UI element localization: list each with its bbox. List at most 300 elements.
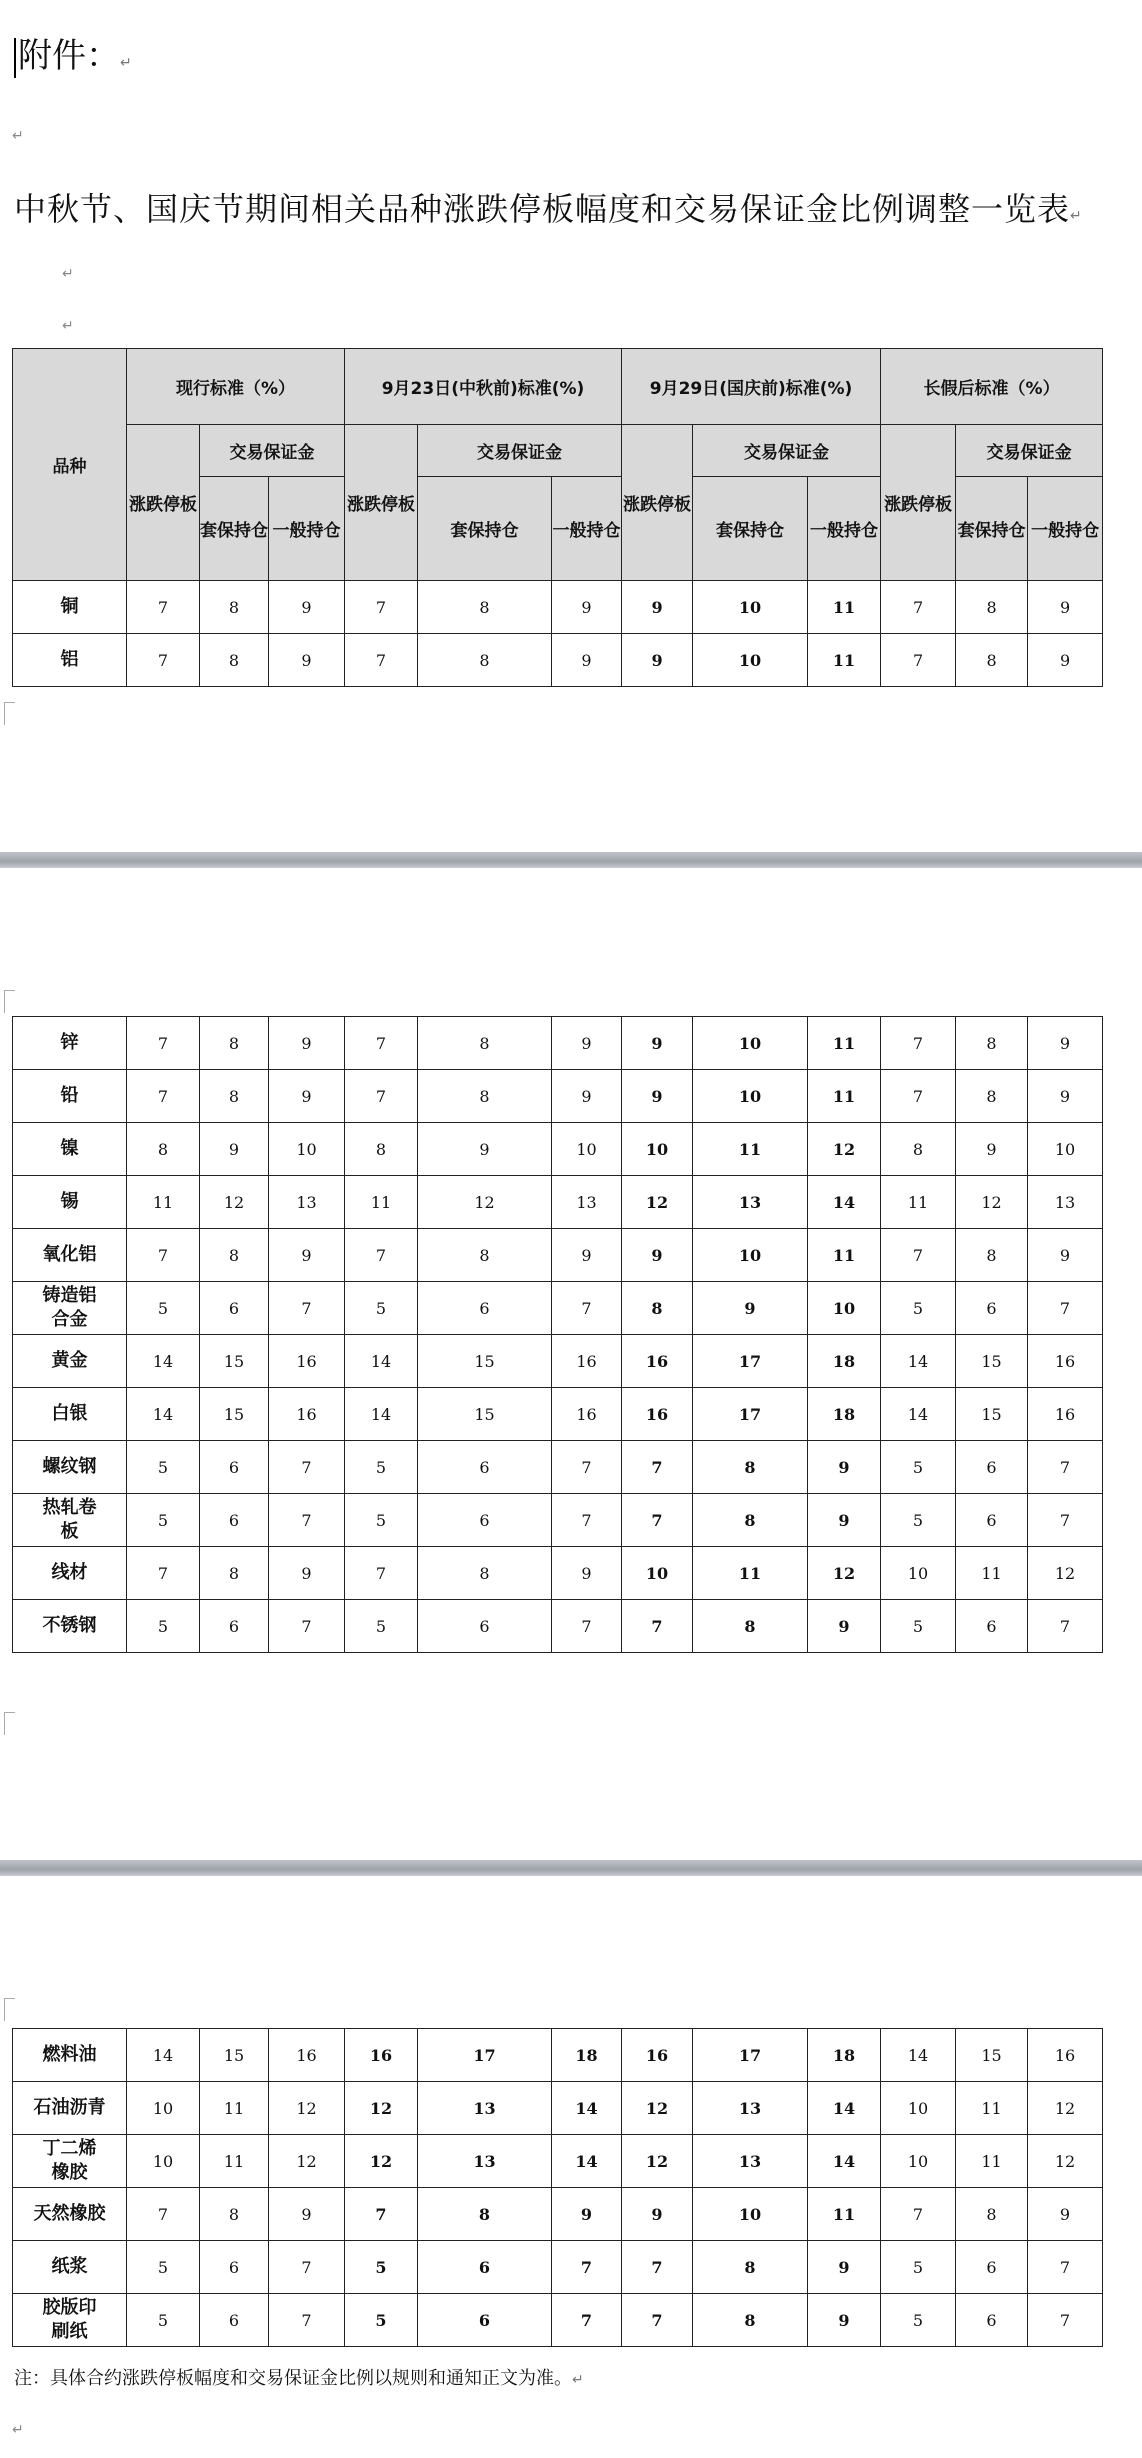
value-cell: 6 xyxy=(200,1441,269,1494)
value-cell: 16 xyxy=(1028,1335,1103,1388)
value-cell: 8 xyxy=(693,1441,808,1494)
value-cell: 9 xyxy=(1028,2188,1103,2241)
product-name: 铜 xyxy=(13,581,127,634)
value-cell: 16 xyxy=(552,1335,622,1388)
table-row xyxy=(13,2294,1103,2347)
page-break xyxy=(0,1860,1142,1876)
value-cell: 7 xyxy=(881,1229,956,1282)
page-corner-mark xyxy=(4,990,15,1013)
value-cell: 8 xyxy=(693,1494,808,1547)
value-cell: 12 xyxy=(200,1176,269,1229)
table-row xyxy=(13,2241,1103,2294)
value-cell: 7 xyxy=(622,1600,693,1653)
value-cell: 7 xyxy=(622,2294,693,2347)
product-name: 锌 xyxy=(13,1017,127,1070)
value-cell: 5 xyxy=(881,1494,956,1547)
value-cell: 6 xyxy=(956,1282,1028,1335)
value-cell: 6 xyxy=(200,1494,269,1547)
value-cell: 11 xyxy=(956,2135,1028,2188)
value-cell: 13 xyxy=(552,1176,622,1229)
value-cell: 8 xyxy=(418,634,552,687)
value-cell: 8 xyxy=(200,1017,269,1070)
value-cell: 8 xyxy=(418,2188,552,2241)
value-cell: 9 xyxy=(552,1229,622,1282)
header-hedge: 套保持仓 xyxy=(418,477,552,581)
value-cell: 10 xyxy=(693,1229,808,1282)
value-cell: 6 xyxy=(956,1600,1028,1653)
value-cell: 7 xyxy=(127,1547,200,1600)
value-cell: 9 xyxy=(622,2188,693,2241)
value-cell: 5 xyxy=(881,1441,956,1494)
value-cell: 12 xyxy=(622,1176,693,1229)
value-cell: 9 xyxy=(622,1070,693,1123)
value-cell: 9 xyxy=(552,2188,622,2241)
value-cell: 7 xyxy=(345,2188,418,2241)
table-row xyxy=(13,2082,1103,2135)
value-cell: 9 xyxy=(552,634,622,687)
value-cell: 11 xyxy=(345,1176,418,1229)
value-cell: 9 xyxy=(200,1123,269,1176)
product-name: 热轧卷板 xyxy=(13,1494,127,1547)
header-general: 一般持仓 xyxy=(808,477,881,581)
value-cell: 7 xyxy=(1028,1600,1103,1653)
value-cell: 15 xyxy=(956,1335,1028,1388)
value-cell: 6 xyxy=(956,2241,1028,2294)
value-cell: 7 xyxy=(1028,1282,1103,1335)
value-cell: 7 xyxy=(269,1441,345,1494)
value-cell: 8 xyxy=(200,1229,269,1282)
table-row xyxy=(13,1123,1103,1176)
value-cell: 7 xyxy=(552,2241,622,2294)
value-cell: 8 xyxy=(418,1070,552,1123)
value-cell: 5 xyxy=(345,1282,418,1335)
value-cell: 13 xyxy=(269,1176,345,1229)
value-cell: 11 xyxy=(808,634,881,687)
table-row xyxy=(13,1282,1103,1335)
value-cell: 13 xyxy=(418,2082,552,2135)
value-cell: 15 xyxy=(200,1388,269,1441)
table-row xyxy=(13,1070,1103,1123)
header-group-sep23: 9月23日(中秋前)标准(%) xyxy=(345,349,622,425)
value-cell: 9 xyxy=(808,2294,881,2347)
value-cell: 7 xyxy=(881,1017,956,1070)
value-cell: 10 xyxy=(693,2188,808,2241)
value-cell: 11 xyxy=(200,2135,269,2188)
value-cell: 8 xyxy=(345,1123,418,1176)
value-cell: 9 xyxy=(808,1494,881,1547)
value-cell: 7 xyxy=(269,2294,345,2347)
value-cell: 14 xyxy=(808,1176,881,1229)
paragraph-mark: ↵ xyxy=(62,318,74,334)
value-cell: 12 xyxy=(808,1123,881,1176)
value-cell: 7 xyxy=(881,634,956,687)
value-cell: 7 xyxy=(269,1494,345,1547)
value-cell: 10 xyxy=(127,2135,200,2188)
value-cell: 9 xyxy=(808,1441,881,1494)
value-cell: 11 xyxy=(808,2188,881,2241)
header-general: 一般持仓 xyxy=(552,477,622,581)
value-cell: 9 xyxy=(622,1229,693,1282)
value-cell: 7 xyxy=(269,1282,345,1335)
product-name: 白银 xyxy=(13,1388,127,1441)
header-product: 品种 xyxy=(13,349,127,581)
value-cell: 15 xyxy=(418,1335,552,1388)
header-general: 一般持仓 xyxy=(269,477,345,581)
value-cell: 6 xyxy=(418,1494,552,1547)
product-name: 线材 xyxy=(13,1547,127,1600)
product-name: 黄金 xyxy=(13,1335,127,1388)
value-cell: 5 xyxy=(345,1600,418,1653)
value-cell: 7 xyxy=(552,1441,622,1494)
value-cell: 8 xyxy=(693,2241,808,2294)
value-cell: 9 xyxy=(1028,581,1103,634)
attachment-label: 附件：↵ xyxy=(14,28,132,78)
value-cell: 9 xyxy=(269,2188,345,2241)
header-hedge: 套保持仓 xyxy=(693,477,808,581)
text-cursor xyxy=(14,38,16,78)
product-name: 天然橡胶 xyxy=(13,2188,127,2241)
value-cell: 12 xyxy=(418,1176,552,1229)
value-cell: 11 xyxy=(693,1123,808,1176)
value-cell: 6 xyxy=(418,1282,552,1335)
table-row xyxy=(13,581,1103,634)
value-cell: 9 xyxy=(269,634,345,687)
table-row xyxy=(13,1229,1103,1282)
value-cell: 7 xyxy=(552,1494,622,1547)
value-cell: 10 xyxy=(693,581,808,634)
product-name: 螺纹钢 xyxy=(13,1441,127,1494)
value-cell: 16 xyxy=(269,2029,345,2082)
product-name: 石油沥青 xyxy=(13,2082,127,2135)
value-cell: 8 xyxy=(956,2188,1028,2241)
value-cell: 10 xyxy=(552,1123,622,1176)
value-cell: 5 xyxy=(881,1600,956,1653)
page-corner-mark xyxy=(4,702,15,725)
value-cell: 14 xyxy=(808,2135,881,2188)
value-cell: 8 xyxy=(622,1282,693,1335)
table-row xyxy=(13,1494,1103,1547)
product-name: 铸造铝合金 xyxy=(13,1282,127,1335)
value-cell: 7 xyxy=(622,2241,693,2294)
value-cell: 7 xyxy=(127,634,200,687)
value-cell: 9 xyxy=(622,1017,693,1070)
value-cell: 8 xyxy=(693,1600,808,1653)
value-cell: 7 xyxy=(552,2294,622,2347)
value-cell: 12 xyxy=(622,2082,693,2135)
value-cell: 11 xyxy=(808,1017,881,1070)
page-title: 中秋节、国庆节期间相关品种涨跌停板幅度和交易保证金比例调整一览表↵ xyxy=(14,190,1083,228)
value-cell: 6 xyxy=(200,2294,269,2347)
value-cell: 5 xyxy=(881,2294,956,2347)
value-cell: 6 xyxy=(418,2294,552,2347)
value-cell: 11 xyxy=(200,2082,269,2135)
value-cell: 6 xyxy=(956,1494,1028,1547)
header-margin: 交易保证金 xyxy=(418,425,622,477)
value-cell: 10 xyxy=(127,2082,200,2135)
value-cell: 8 xyxy=(881,1123,956,1176)
value-cell: 9 xyxy=(552,1070,622,1123)
value-cell: 11 xyxy=(127,1176,200,1229)
product-name: 铅 xyxy=(13,1070,127,1123)
value-cell: 15 xyxy=(200,2029,269,2082)
value-cell: 9 xyxy=(269,1070,345,1123)
value-cell: 9 xyxy=(622,634,693,687)
value-cell: 13 xyxy=(693,2082,808,2135)
table-row xyxy=(13,1547,1103,1600)
value-cell: 7 xyxy=(269,2241,345,2294)
value-cell: 9 xyxy=(1028,1070,1103,1123)
value-cell: 11 xyxy=(956,1547,1028,1600)
page-break xyxy=(0,852,1142,868)
header-margin: 交易保证金 xyxy=(200,425,345,477)
header-hedge: 套保持仓 xyxy=(200,477,269,581)
value-cell: 18 xyxy=(808,1335,881,1388)
value-cell: 8 xyxy=(418,1017,552,1070)
value-cell: 17 xyxy=(693,1388,808,1441)
value-cell: 7 xyxy=(127,581,200,634)
value-cell: 12 xyxy=(622,2135,693,2188)
value-cell: 10 xyxy=(693,1070,808,1123)
value-cell: 12 xyxy=(1028,2135,1103,2188)
value-cell: 8 xyxy=(956,1017,1028,1070)
value-cell: 15 xyxy=(956,1388,1028,1441)
value-cell: 7 xyxy=(127,1229,200,1282)
value-cell: 12 xyxy=(1028,2082,1103,2135)
value-cell: 8 xyxy=(418,581,552,634)
value-cell: 5 xyxy=(881,2241,956,2294)
paragraph-mark: ↵ xyxy=(12,128,24,144)
value-cell: 9 xyxy=(418,1123,552,1176)
value-cell: 7 xyxy=(127,2188,200,2241)
header-group-sep29: 9月29日(国庆前)标准(%) xyxy=(622,349,881,425)
value-cell: 7 xyxy=(881,581,956,634)
value-cell: 5 xyxy=(345,1441,418,1494)
value-cell: 7 xyxy=(345,1070,418,1123)
value-cell: 14 xyxy=(127,1335,200,1388)
value-cell: 8 xyxy=(956,1229,1028,1282)
value-cell: 16 xyxy=(622,1388,693,1441)
value-cell: 5 xyxy=(345,1494,418,1547)
value-cell: 6 xyxy=(418,1441,552,1494)
value-cell: 16 xyxy=(1028,2029,1103,2082)
value-cell: 7 xyxy=(345,1229,418,1282)
value-cell: 11 xyxy=(808,581,881,634)
value-cell: 9 xyxy=(269,581,345,634)
value-cell: 9 xyxy=(269,1547,345,1600)
value-cell: 10 xyxy=(808,1282,881,1335)
header-hedge: 套保持仓 xyxy=(956,477,1028,581)
value-cell: 5 xyxy=(345,2294,418,2347)
margin-table-page-2 xyxy=(12,1016,1103,1653)
product-name: 氧化铝 xyxy=(13,1229,127,1282)
product-name: 镍 xyxy=(13,1123,127,1176)
value-cell: 9 xyxy=(808,1600,881,1653)
value-cell: 17 xyxy=(418,2029,552,2082)
table-row xyxy=(13,2135,1103,2188)
value-cell: 12 xyxy=(1028,1547,1103,1600)
value-cell: 14 xyxy=(345,1388,418,1441)
header-margin: 交易保证金 xyxy=(693,425,881,477)
page-corner-mark xyxy=(4,1998,15,2021)
value-cell: 14 xyxy=(881,2029,956,2082)
table-row xyxy=(13,1441,1103,1494)
value-cell: 5 xyxy=(127,1600,200,1653)
header-limit: 涨跌停板 xyxy=(622,425,693,581)
value-cell: 7 xyxy=(127,1017,200,1070)
value-cell: 5 xyxy=(881,1282,956,1335)
value-cell: 14 xyxy=(552,2082,622,2135)
value-cell: 7 xyxy=(622,1494,693,1547)
header-limit: 涨跌停板 xyxy=(345,425,418,581)
value-cell: 11 xyxy=(808,1070,881,1123)
value-cell: 13 xyxy=(693,2135,808,2188)
value-cell: 11 xyxy=(881,1176,956,1229)
value-cell: 7 xyxy=(345,1547,418,1600)
value-cell: 9 xyxy=(622,581,693,634)
table-row xyxy=(13,1335,1103,1388)
header-general: 一般持仓 xyxy=(1028,477,1103,581)
value-cell: 5 xyxy=(127,2294,200,2347)
value-cell: 7 xyxy=(552,1600,622,1653)
value-cell: 13 xyxy=(693,1176,808,1229)
value-cell: 7 xyxy=(622,1441,693,1494)
value-cell: 8 xyxy=(418,1547,552,1600)
value-cell: 9 xyxy=(956,1123,1028,1176)
value-cell: 7 xyxy=(345,581,418,634)
value-cell: 8 xyxy=(200,1070,269,1123)
product-name: 不锈钢 xyxy=(13,1600,127,1653)
value-cell: 9 xyxy=(552,1017,622,1070)
value-cell: 9 xyxy=(552,581,622,634)
product-name: 丁二烯橡胶 xyxy=(13,2135,127,2188)
value-cell: 12 xyxy=(808,1547,881,1600)
value-cell: 18 xyxy=(552,2029,622,2082)
value-cell: 12 xyxy=(269,2135,345,2188)
value-cell: 8 xyxy=(956,1070,1028,1123)
value-cell: 11 xyxy=(808,1229,881,1282)
value-cell: 7 xyxy=(1028,2241,1103,2294)
value-cell: 11 xyxy=(956,2082,1028,2135)
value-cell: 6 xyxy=(200,1282,269,1335)
value-cell: 14 xyxy=(881,1388,956,1441)
value-cell: 16 xyxy=(1028,1388,1103,1441)
value-cell: 14 xyxy=(127,2029,200,2082)
header-group-after-holiday: 长假后标准（%） xyxy=(881,349,1103,425)
value-cell: 10 xyxy=(622,1123,693,1176)
table-row xyxy=(13,1388,1103,1441)
value-cell: 10 xyxy=(881,1547,956,1600)
value-cell: 10 xyxy=(881,2135,956,2188)
value-cell: 7 xyxy=(1028,1494,1103,1547)
value-cell: 10 xyxy=(881,2082,956,2135)
value-cell: 14 xyxy=(552,2135,622,2188)
value-cell: 18 xyxy=(808,2029,881,2082)
page-corner-mark xyxy=(4,1712,15,1735)
product-name: 锡 xyxy=(13,1176,127,1229)
value-cell: 10 xyxy=(269,1123,345,1176)
table-row xyxy=(13,2029,1103,2082)
value-cell: 5 xyxy=(127,1441,200,1494)
value-cell: 13 xyxy=(1028,1176,1103,1229)
value-cell: 7 xyxy=(1028,1441,1103,1494)
value-cell: 7 xyxy=(552,1282,622,1335)
value-cell: 6 xyxy=(956,2294,1028,2347)
product-name: 燃料油 xyxy=(13,2029,127,2082)
value-cell: 5 xyxy=(127,1282,200,1335)
table-row xyxy=(13,634,1103,687)
value-cell: 16 xyxy=(622,1335,693,1388)
value-cell: 17 xyxy=(693,2029,808,2082)
value-cell: 12 xyxy=(345,2135,418,2188)
value-cell: 6 xyxy=(418,1600,552,1653)
value-cell: 8 xyxy=(200,1547,269,1600)
header-limit: 涨跌停板 xyxy=(881,425,956,581)
value-cell: 5 xyxy=(127,1494,200,1547)
value-cell: 16 xyxy=(552,1388,622,1441)
header-margin: 交易保证金 xyxy=(956,425,1103,477)
table-row xyxy=(13,2188,1103,2241)
value-cell: 9 xyxy=(269,1017,345,1070)
value-cell: 11 xyxy=(693,1547,808,1600)
value-cell: 9 xyxy=(269,1229,345,1282)
table-row xyxy=(13,1176,1103,1229)
value-cell: 5 xyxy=(345,2241,418,2294)
value-cell: 6 xyxy=(956,1441,1028,1494)
margin-table-page-1 xyxy=(12,348,1103,687)
value-cell: 8 xyxy=(127,1123,200,1176)
value-cell: 10 xyxy=(622,1547,693,1600)
value-cell: 7 xyxy=(881,1070,956,1123)
value-cell: 9 xyxy=(808,2241,881,2294)
value-cell: 17 xyxy=(693,1335,808,1388)
value-cell: 10 xyxy=(693,634,808,687)
value-cell: 12 xyxy=(269,2082,345,2135)
value-cell: 16 xyxy=(269,1388,345,1441)
value-cell: 9 xyxy=(693,1282,808,1335)
value-cell: 18 xyxy=(808,1388,881,1441)
value-cell: 8 xyxy=(200,2188,269,2241)
value-cell: 15 xyxy=(200,1335,269,1388)
value-cell: 7 xyxy=(269,1600,345,1653)
value-cell: 10 xyxy=(1028,1123,1103,1176)
header-limit: 涨跌停板 xyxy=(127,425,200,581)
value-cell: 12 xyxy=(956,1176,1028,1229)
value-cell: 10 xyxy=(693,1017,808,1070)
value-cell: 14 xyxy=(808,2082,881,2135)
value-cell: 15 xyxy=(956,2029,1028,2082)
value-cell: 14 xyxy=(345,1335,418,1388)
value-cell: 16 xyxy=(622,2029,693,2082)
value-cell: 9 xyxy=(552,1547,622,1600)
value-cell: 9 xyxy=(1028,634,1103,687)
value-cell: 5 xyxy=(127,2241,200,2294)
paragraph-mark: ↵ xyxy=(62,266,74,282)
value-cell: 14 xyxy=(881,1335,956,1388)
value-cell: 8 xyxy=(200,634,269,687)
value-cell: 16 xyxy=(269,1335,345,1388)
value-cell: 12 xyxy=(345,2082,418,2135)
value-cell: 7 xyxy=(127,1070,200,1123)
value-cell: 7 xyxy=(345,1017,418,1070)
value-cell: 9 xyxy=(1028,1229,1103,1282)
value-cell: 16 xyxy=(345,2029,418,2082)
value-cell: 14 xyxy=(127,1388,200,1441)
margin-table-page-3 xyxy=(12,2028,1103,2347)
product-name: 铝 xyxy=(13,634,127,687)
value-cell: 7 xyxy=(1028,2294,1103,2347)
value-cell: 8 xyxy=(200,581,269,634)
value-cell: 8 xyxy=(693,2294,808,2347)
